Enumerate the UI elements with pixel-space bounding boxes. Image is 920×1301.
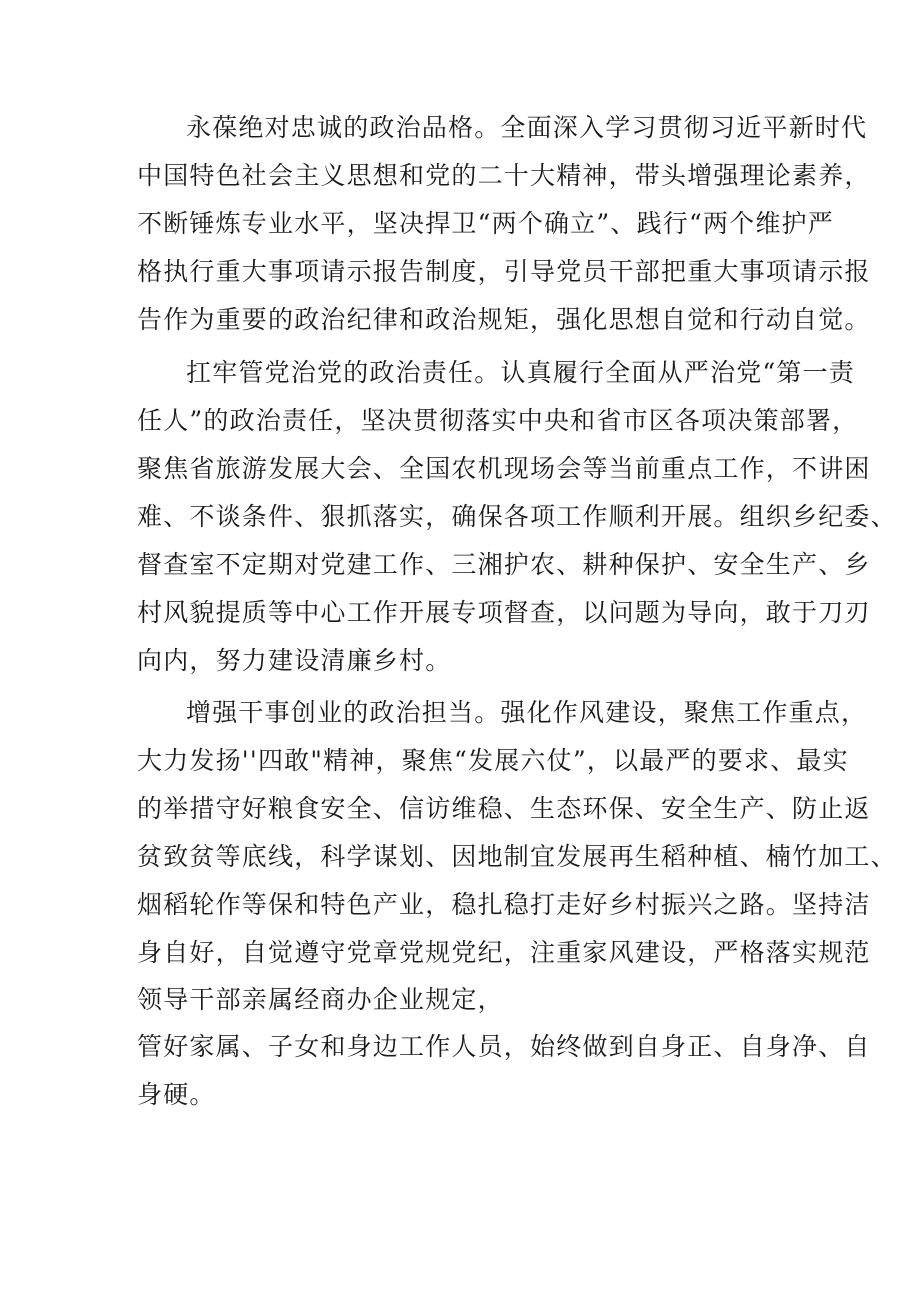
text-line: 任人”的政治责任，坚决贯彻落实中央和省市区各项决策部署， bbox=[137, 406, 859, 435]
text-line: 的举措守好粮食安全、信访维稳、生态环保、安全生产、防止返 bbox=[137, 794, 871, 823]
text-line: 烟稻轮作等保和特色产业，稳扎稳打走好乡村振兴之路。坚持洁 bbox=[137, 890, 871, 919]
text-line: 永葆绝对忠诚的政治品格。全面深入学习贯彻习近平新时代 bbox=[186, 113, 868, 142]
text-line: 聚焦省旅游发展大会、全国农机现场会等当前重点工作，不讲困 bbox=[137, 454, 871, 483]
text-line: 告作为重要的政治纪律和政治规矩，强化思想自觉和行动自觉。 bbox=[137, 305, 871, 334]
text-line: 管好家属、子女和身边工作人员，始终做到自身正、自身净、自 bbox=[137, 1032, 871, 1061]
text-line: 村风貌提质等中心工作开展专项督查，以问题为导向，敢于刀刃 bbox=[137, 598, 871, 627]
text-line: 大力发扬''四敢"精神，聚焦“发展六仗”，以最严的要求、最实 bbox=[137, 746, 849, 775]
text-line: 向内，努力建设清廉乡村。 bbox=[137, 646, 452, 675]
text-line: 贫致贫等底线，科学谋划、因地制宜发展再生稻种植、楠竹加工、 bbox=[137, 842, 897, 871]
text-line: 难、不谈条件、狠抓落实，确保各项工作顺利开展。组织乡纪委、 bbox=[137, 502, 897, 531]
text-line: 督查室不定期对党建工作、三湘护农、耕种保护、安全生产、乡 bbox=[137, 550, 871, 579]
text-line: 中国特色社会主义思想和党的二十大精神，带头增强理论素养， bbox=[137, 161, 871, 190]
text-line: 扛牢管党治党的政治责任。认真履行全面从严治党“第一责 bbox=[186, 358, 855, 387]
text-line: 身自好，自觉遵守党章党规党纪，注重家风建设，严格落实规范 bbox=[137, 938, 871, 967]
text-line: 增强干事创业的政治担当。强化作风建设，聚焦工作重点， bbox=[186, 698, 868, 727]
text-line: 领导干部亲属经商办企业规定， bbox=[137, 985, 504, 1014]
text-line: 身硬。 bbox=[137, 1080, 216, 1109]
text-line: 格执行重大事项请示报告制度，引导党员干部把重大事项请示报 bbox=[137, 257, 871, 286]
text-line: 不断锤炼专业水平，坚决捍卫“两个确立”、践行“两个维护严 bbox=[137, 209, 834, 238]
